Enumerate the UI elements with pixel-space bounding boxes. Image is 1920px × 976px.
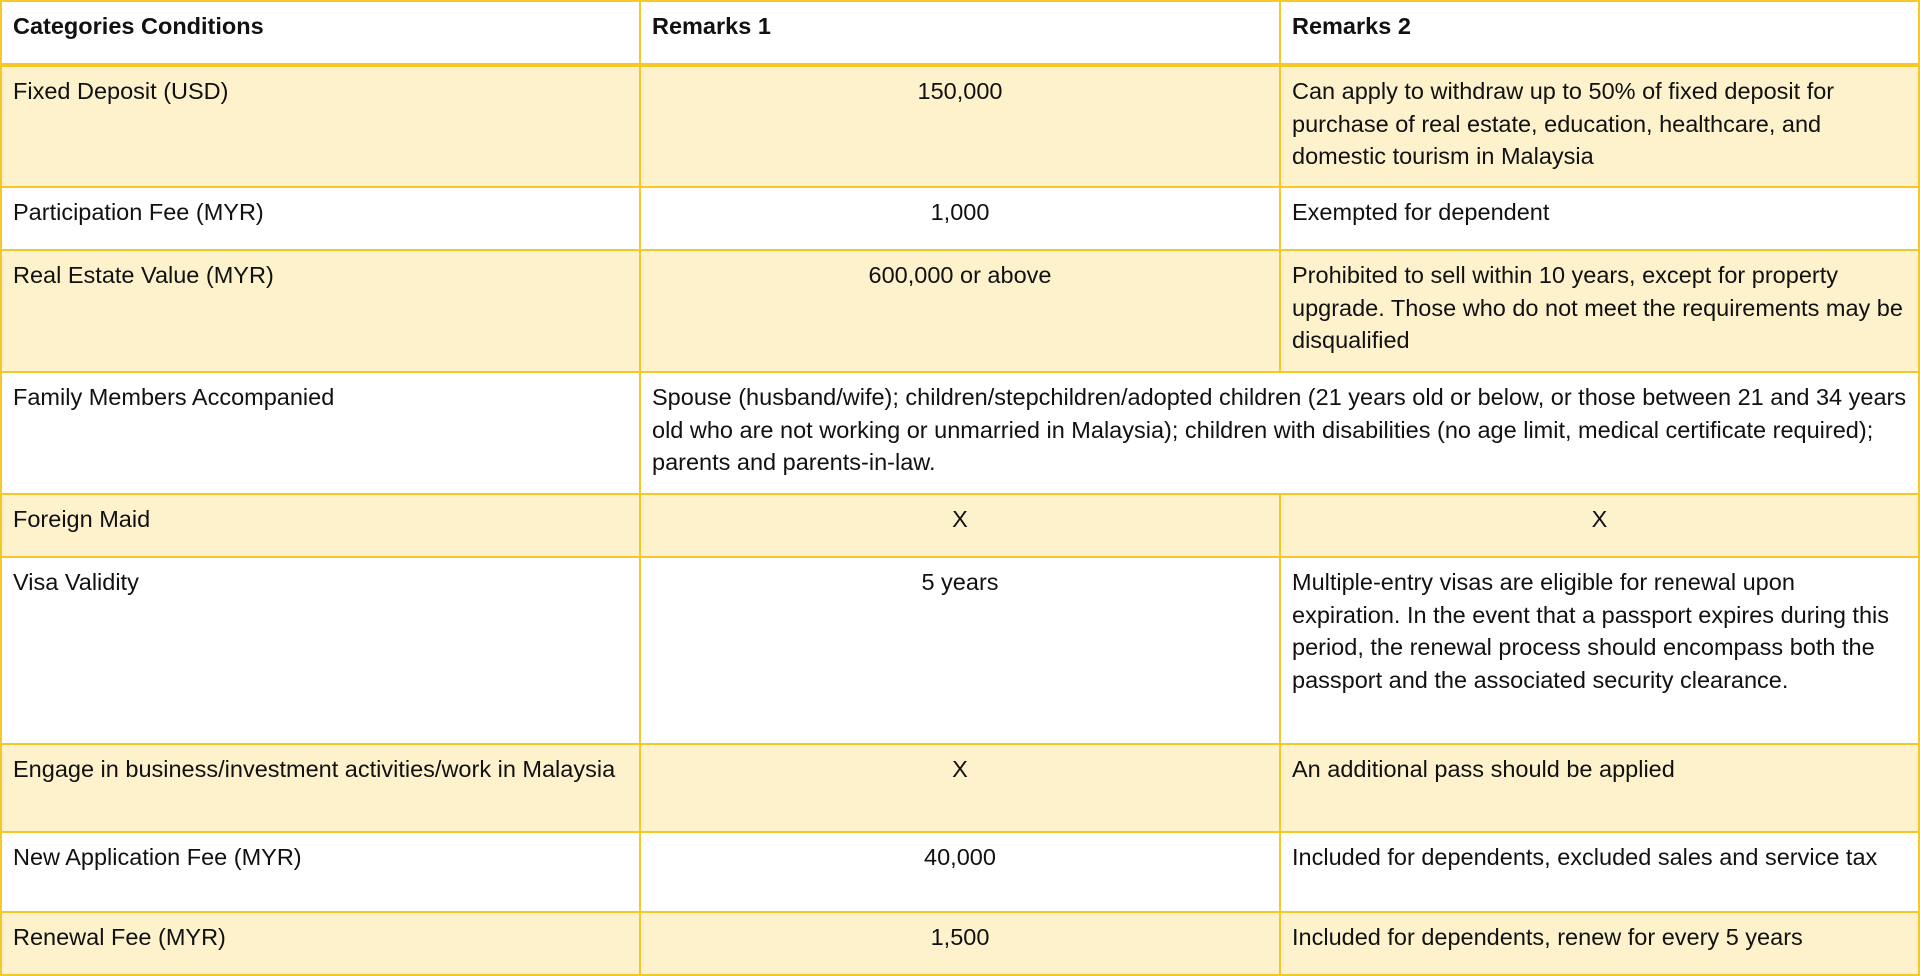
table-row [1, 187, 1919, 250]
remarks-2-cell: Prohibited to sell within 10 years, except for property upgrade. Those who do not meet the requirements may be disqualified [1280, 250, 1919, 372]
remarks-2-cell: An additional pass should be applied [1280, 744, 1919, 832]
remarks-2-cell: X [1280, 494, 1919, 557]
category-cell: Visa Validity [1, 557, 640, 744]
category-cell: Real Estate Value (MYR) [1, 250, 640, 372]
merged-remarks-cell: Spouse (husband/wife); children/stepchildren/adopted children (21 years old or below, or those between 21 and 34 years old who are not working or unmarried in Malaysia); children with disabilities (no age limit, medical certificate required); parents and parents-in-law. [640, 372, 1919, 494]
category-cell: Renewal Fee (MYR) [1, 912, 640, 975]
category-cell: Fixed Deposit (USD) [1, 65, 640, 187]
remarks-1-cell: 5 years [640, 557, 1280, 744]
remarks-2-cell: Included for dependents, renew for every 5 years [1280, 912, 1919, 975]
table-row [1, 832, 1919, 912]
remarks-1-cell: 1,500 [640, 912, 1280, 975]
table-row [1, 557, 1919, 744]
remarks-1-cell: 600,000 or above [640, 250, 1280, 372]
table-header [1, 1, 1919, 65]
category-cell: Family Members Accompanied [1, 372, 640, 494]
remarks-2-cell: Included for dependents, excluded sales and service tax [1280, 832, 1919, 912]
remarks-1-cell: 40,000 [640, 832, 1280, 912]
remarks-2-cell: Exempted for dependent [1280, 187, 1919, 250]
remarks-1-cell: 1,000 [640, 187, 1280, 250]
table-row [1, 744, 1919, 832]
category-cell: Engage in business/investment activities/work in Malaysia [1, 744, 640, 832]
remarks-2-cell: Multiple-entry visas are eligible for renewal upon expiration. In the event that a passport expires during this period, the renewal process should encompass both the passport and the associated security clearance. [1280, 557, 1919, 744]
category-cell: Foreign Maid [1, 494, 640, 557]
remarks-1-cell: 150,000 [640, 65, 1280, 187]
header-remarks-2: Remarks 2 [1280, 1, 1919, 65]
header-row [1, 1, 1919, 65]
remarks-1-cell: X [640, 494, 1280, 557]
table-row [1, 250, 1919, 372]
table-row [1, 912, 1919, 975]
table-row [1, 372, 1919, 494]
category-cell: Participation Fee (MYR) [1, 187, 640, 250]
remarks-1-cell: X [640, 744, 1280, 832]
table-body [1, 65, 1919, 975]
remarks-2-cell: Can apply to withdraw up to 50% of fixed deposit for purchase of real estate, education, healthcare, and domestic tourism in Malaysia [1280, 65, 1919, 187]
table-row [1, 494, 1919, 557]
header-categories-conditions: Categories Conditions [1, 1, 640, 65]
header-remarks-1: Remarks 1 [640, 1, 1280, 65]
category-cell: New Application Fee (MYR) [1, 832, 640, 912]
table-row [1, 65, 1919, 187]
